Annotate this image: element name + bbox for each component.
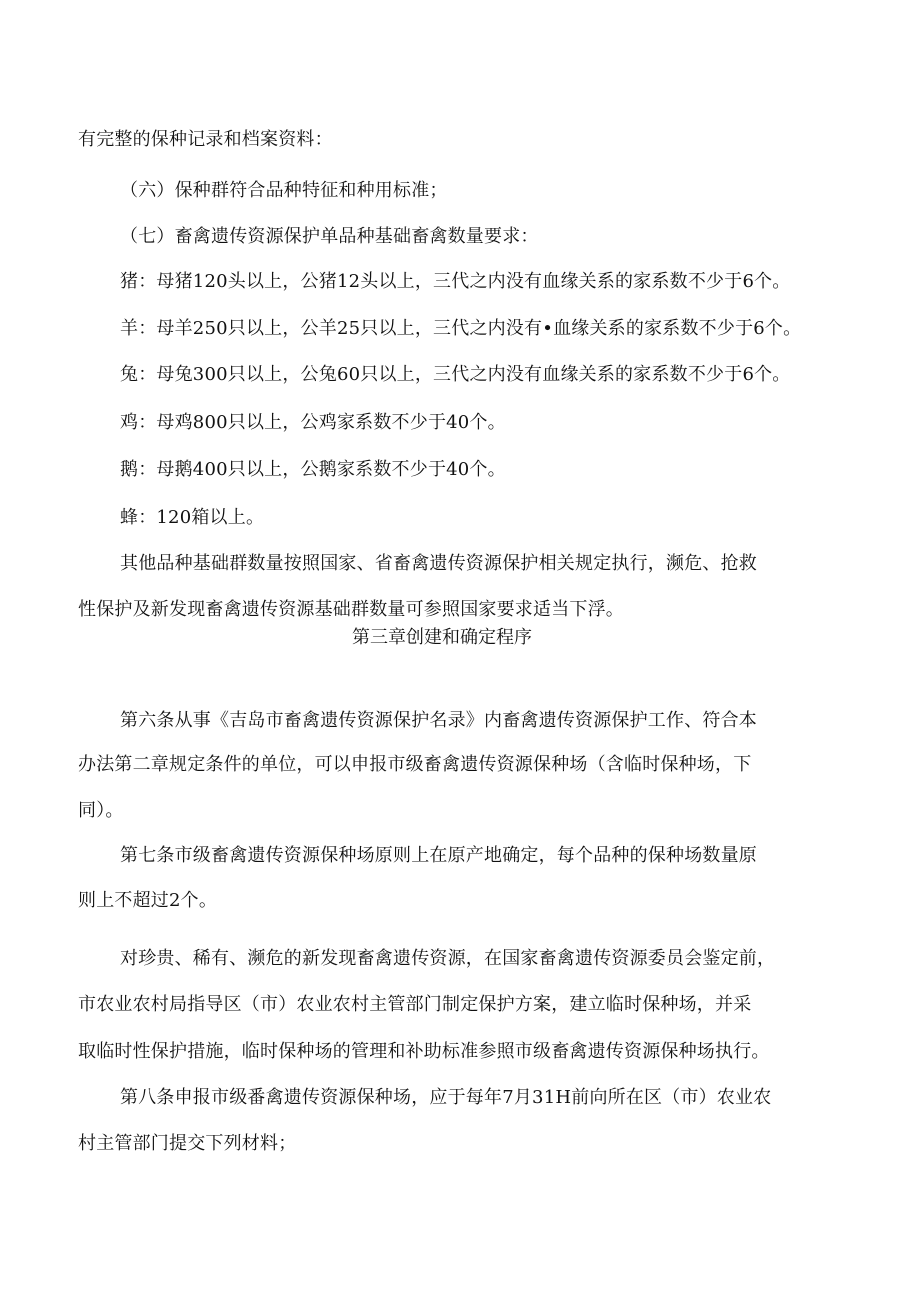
- list-item-six: （六）保种群符合品种特征和种用标准；: [120, 180, 448, 201]
- paragraph-line: 则上不超过2个。: [78, 890, 218, 911]
- paragraph-line: 对珍贵、稀有、濒危的新发现畜禽遗传资源，在国家畜禽遗传资源委员会鉴定前，: [120, 948, 776, 969]
- paragraph-line: 办法第二章规定条件的单位，可以申报市级畜禽遗传资源保种场（含临时保种场，下: [78, 754, 752, 775]
- requirement-bee: 蜂：120箱以上。: [120, 507, 265, 528]
- paragraph-line: 市农业农村局指导区（市）农业农村主管部门制定保护方案，建立临时保种场，并采: [78, 994, 752, 1015]
- article-eight: 第八条申报市级番禽遗传资源保种场，应于每年7月31H前向所在区（市）农业农: [120, 1087, 772, 1108]
- paragraph-line: 性保护及新发现畜禽遗传资源基础群数量可参照国家要求适当下浮。: [78, 599, 624, 620]
- list-item-seven: （七）畜禽遗传资源保护单品种基础畜禽数量要求：: [120, 226, 539, 247]
- paragraph-line: 村主管部门提交下列材料；: [78, 1133, 297, 1154]
- paragraph-line: 取临时性保护措施，临时保种场的管理和补助标准参照市级畜禽遗传资源保种场执行。: [78, 1041, 770, 1062]
- paragraph-line: 其他品种基础群数量按照国家、省畜禽遗传资源保护相关规定执行，濒危、抢救: [120, 553, 757, 574]
- requirement-goose: 鹅：母鹅400只以上，公鹅家系数不少于40个。: [120, 459, 506, 480]
- chapter-heading: 第三章创建和确定程序: [352, 627, 532, 648]
- article-seven: 第七条市级畜禽遗传资源保种场原则上在原产地确定，每个品种的保种场数量原: [120, 845, 757, 866]
- paragraph-line: 有完整的保种记录和档案资料：: [78, 129, 333, 150]
- requirement-sheep: 羊：母羊250只以上，公羊25只以上，三代之内没有•血缘关系的家系数不少于6个。: [120, 318, 802, 339]
- requirement-pig: 猪：母猪120头以上，公猪12头以上，三代之内没有血缘关系的家系数不少于6个。: [120, 271, 791, 292]
- requirement-rabbit: 兔：母兔300只以上，公兔60只以上，三代之内没有血缘关系的家系数不少于6个。: [120, 364, 791, 385]
- requirement-chicken: 鸡：母鸡800只以上，公鸡家系数不少于40个。: [120, 412, 506, 433]
- paragraph-line: 同）。: [78, 800, 124, 821]
- article-six: 第六条从事《吉岛市畜禽遗传资源保护名录》内畜禽遗传资源保护工作、符合本: [120, 710, 757, 731]
